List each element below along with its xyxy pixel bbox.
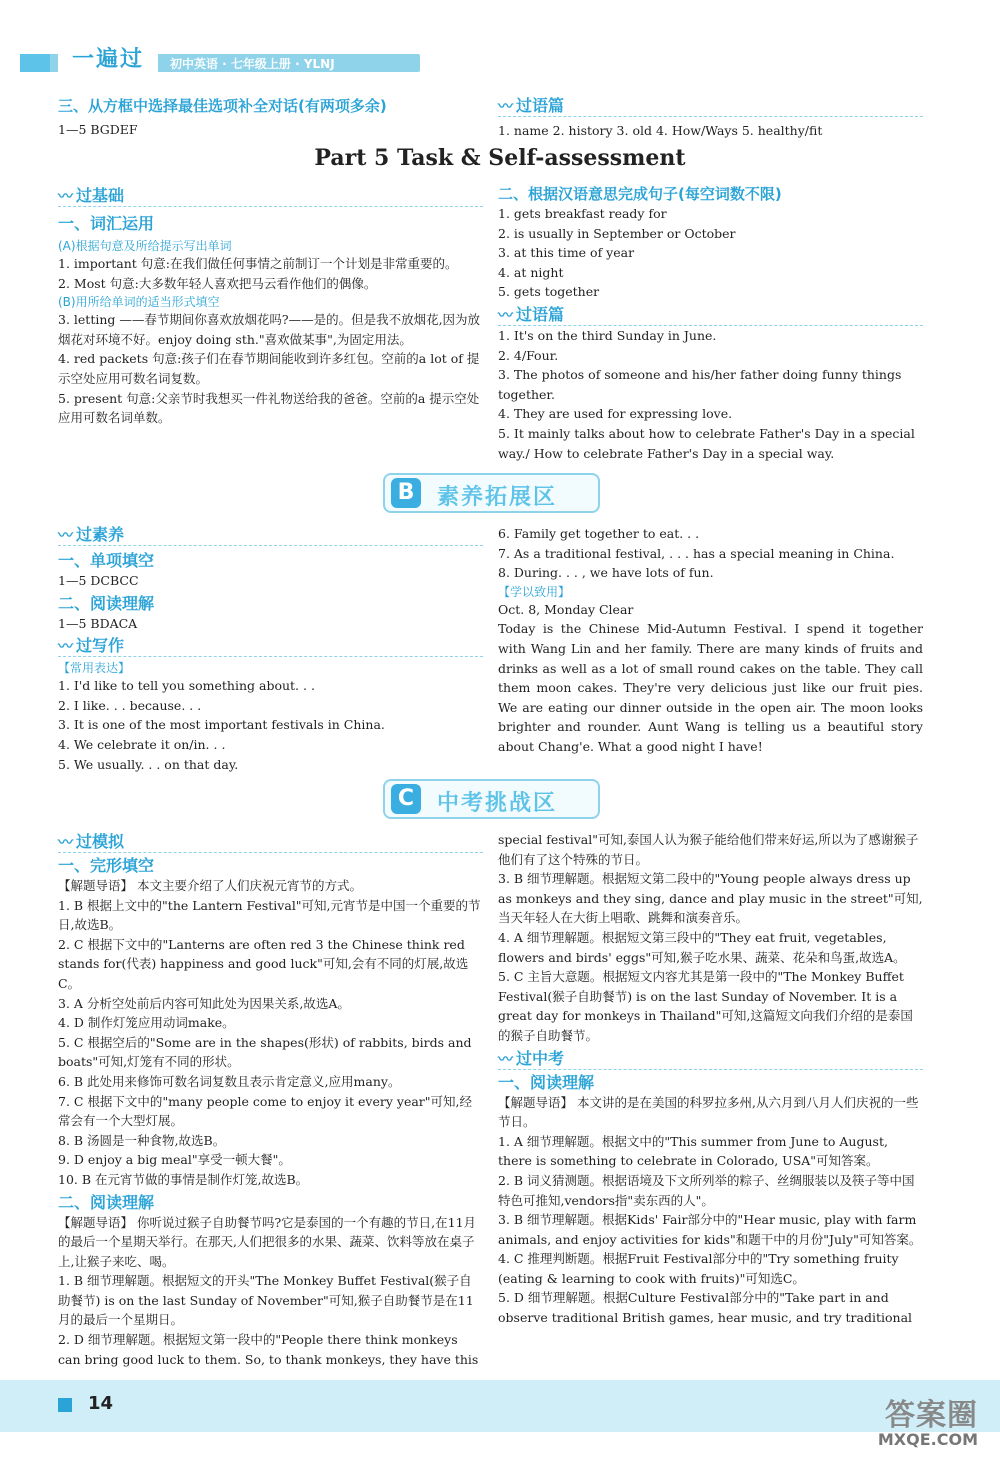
answer-item: 4. C 推理判断题。根据Fruit Festival部分中的"Try something fruity (eating & learning to cook with fruits)"可知选C。 — [498, 1251, 899, 1286]
answer-item: 9. D enjoy a big meal"享受一顿大餐"。 — [58, 1152, 291, 1168]
answer-item: 2. D 细节理解题。根据短文第一段中的"People there think monkeys can bring good luck to them. So, to thank monkeys, they have this — [58, 1332, 479, 1367]
answer-item: 4. We celebrate it on/in. . . — [58, 736, 226, 752]
page-number: 14 — [88, 1393, 114, 1414]
answer-item: 1. A 细节理解题。根据文中的"This summer from June to August, there is something to celebrate in Colorado, USA"可知答案。 — [498, 1133, 888, 1169]
answer-line: 1. name 2. history 3. old 4. How/Ways 5. healthy/fit — [498, 123, 823, 138]
tag-label: 【常用表达】 — [58, 661, 131, 676]
sub-heading: 一、阅读理解 — [498, 1072, 595, 1092]
section-heading: 过语篇 — [516, 304, 565, 324]
answer-item: 5. present 句意:父亲节时我想买一件礼物送给我的爸爸。空前的a 提示空处应用可数名词单数。 — [58, 390, 480, 426]
section-heading: 过中考 — [516, 1048, 565, 1068]
page-marker — [58, 1398, 72, 1412]
b-right-block — [498, 524, 923, 757]
zone-b-banner — [383, 473, 600, 513]
wave-icon: 〰 — [58, 187, 71, 205]
section-heading: 二、根据汉语意思完成句子(每空词数不限) — [498, 185, 782, 203]
answer-item: 1. B 根据上文中的"the Lantern Festival"可知,元宵节是中国一个重要的节日,故选B。 — [58, 897, 481, 933]
book-info: 初中英语 · 七年级上册 · YLNJ — [170, 57, 335, 71]
wave-icon: 〰 — [58, 833, 71, 851]
brand-logo: 一遍过 — [58, 46, 158, 74]
part-title: Part 5 Task & Self-assessment — [314, 145, 686, 171]
header-square — [20, 54, 50, 72]
answer-item: 2. is usually in September or October — [498, 225, 736, 241]
tag-label: (A)根据句意及所给提示写出单词 — [58, 239, 232, 253]
wave-icon: 〰 — [498, 305, 511, 324]
answer-item: 5. gets together — [498, 284, 600, 300]
sub-heading: 二、阅读理解 — [58, 593, 155, 613]
answer-item: 4. at night — [498, 264, 564, 280]
answer-item: 3. The photos of someone and his/her father doing funny things together. — [498, 367, 902, 402]
answer-line: 1—5 DCBCC — [58, 573, 139, 588]
answer-item: 7. As a traditional festival, . . . has a special meaning in China. — [498, 545, 895, 561]
answer-line: 1—5 BGDEF — [58, 122, 138, 137]
answer-item: 2. 4/Four. — [498, 347, 559, 363]
answer-item: 6. B 此处用来修饰可数名词复数且表示肯定意义,应用many。 — [58, 1073, 401, 1089]
answer-item: 1. It's on the third Sunday in June. — [498, 327, 717, 343]
zone-c-banner — [383, 779, 600, 819]
zone-title: 中考挑战区 — [437, 791, 558, 816]
zone-badge: C — [391, 784, 421, 814]
answer-item: 1. I'd like to tell you something about. . . — [58, 678, 315, 694]
answer-item: 4. D 制作灯笼应用动词make。 — [58, 1015, 235, 1031]
b-left-block — [58, 522, 483, 774]
sub-heading: 一、完形填空 — [58, 856, 155, 875]
tag-label: (B)用所给单词的适当形式填空 — [58, 295, 220, 310]
guide-text: 【解题导语】 你听说过猴子自助餐节吗?它是泰国的一个有趣的节日,在11月的最后一个星期天举行。在那天,人们把很多的水果、蔬菜、饮料等放在桌子上,让猴子来吃、喝。 — [58, 1214, 477, 1269]
section-heading: 过模拟 — [76, 832, 125, 851]
guide-text: 【解题导语】 本文讲的是在美国的科罗拉多州,从六月到八月人们庆祝的一些节日。 — [498, 1094, 919, 1130]
answer-item: 2. C 根据下文中的"Lanterns are often red 3 the Chinese think red stands for(代表) happiness and good luck"可知,会有不同的灯展,故选C。 — [58, 936, 469, 991]
answer-item: 4. They are used for expressing love. — [498, 406, 733, 422]
wave-icon: 〰 — [58, 637, 71, 656]
watermark-url: MXQE.COM — [877, 1430, 978, 1449]
answer-item: 3. A 分析空处前后内容可知此处为因果关系,故选A。 — [58, 995, 350, 1011]
answer-item: 5. D 细节理解题。根据Culture Festival部分中的"Take part in and observe traditional British games, hear music, and try traditional — [498, 1290, 913, 1326]
wave-icon: 〰 — [58, 526, 71, 544]
answer-item: 6. Family get together to eat. . . — [498, 526, 700, 541]
watermark-logo: 答案圈 — [885, 1398, 978, 1433]
footer-bar — [0, 1380, 1000, 1432]
essay-body: Today is the Chinese Mid-Autumn Festival. I spend it together with Wang Lin and her family. There are many kinds of fruits and drinks as well as a lot of small round cakes on the table. They call them moon cakes. They're very delicious just like our fruit pies. We are eating our dinner outside in the open air. The moon looks brighter and rounder. Aunt Wang is telling us a beautiful story about Chang'e. What a good night I have! — [498, 621, 923, 754]
answer-item: 4. A 细节理解题。根据短文第三段中的"They eat fruit, vegetables, flowers and birds' eggs"可知,猴子吃水果、蔬菜、花朵和鸟蛋,故选A。 — [498, 929, 906, 965]
sub-heading: 二、阅读理解 — [58, 1192, 155, 1212]
answer-item: 1. B 细节理解题。根据短文的开头"The Monkey Buffet Festival(猴子自助餐节) is on the last Sunday of November"可知,猴子自助餐节是在11月的最后一个星期日。 — [58, 1273, 474, 1328]
answer-item: 5. C 主旨大意题。根据短文内容尤其是第一段中的"The Monkey Buffet Festival(猴子自助餐节) is on the last Sunday of November. It is a great day for monkeys in Thailand"可知,这篇短文向我们介绍的是泰国的猴子自助餐节。 — [498, 969, 913, 1043]
wave-icon: 〰 — [498, 97, 511, 115]
a-right-block — [498, 183, 923, 463]
section-heading: 三、从方框中选择最佳选项补全对话(有两项多余) — [58, 97, 387, 115]
answer-item: 3. It is one of the most important festivals in China. — [58, 717, 385, 733]
sub-heading: 一、词汇运用 — [58, 214, 155, 233]
answer-item: 4. red packets 句意:孩子们在春节期间能收到许多红包。空前的a lot of 提示空处应用可数名词复数。 — [58, 351, 480, 386]
answer-item: 1. gets breakfast ready for — [498, 206, 667, 221]
zone-badge: B — [391, 478, 421, 508]
answer-item: 3. B 细节理解题。根据Kids' Fair部分中的"Hear music, play with farm animals, and enjoy activities for kids"和题干中的月份"July"可知答案。 — [498, 1212, 922, 1247]
answer-item: 2. B 词义猜测题。根据语境及下文所列举的粽子、丝绸服装以及筷子等中国特色可推知,vendors指"卖东西的人"。 — [498, 1172, 915, 1208]
sub-heading: 一、单项填空 — [58, 551, 155, 570]
c-right-block — [498, 830, 923, 1328]
top-right-block — [498, 93, 923, 141]
section-heading: 过语篇 — [516, 96, 565, 115]
answer-item: 10. B 在元宵节做的事情是制作灯笼,故选B。 — [58, 1171, 309, 1187]
answer-item: 2. I like. . . because. . . — [58, 697, 202, 713]
answer-item: 1. important 句意:在我们做任何事情之前制订一个计划是非常重要的。 — [58, 256, 458, 271]
section-heading: 过写作 — [76, 636, 125, 656]
answer-item: 3. at this time of year — [498, 245, 635, 261]
answer-line: 1—5 BDACA — [58, 615, 138, 631]
top-left-block — [58, 95, 478, 140]
answer-item: 5. We usually. . . on that day. — [58, 756, 239, 772]
answer-item: 2. Most 句意:大多数年轻人喜欢把马云看作他们的偶像。 — [58, 275, 377, 291]
wave-icon: 〰 — [498, 1049, 511, 1068]
tag-label: 【学以致用】 — [498, 584, 571, 599]
answer-item: 3. B 细节理解题。根据短文第二段中的"Young people always dress up as monkeys and they sing, dance and play music in the street"可知,当天年轻人在大街上唱歌、跳舞和演奏音乐。 — [498, 871, 923, 926]
answer-item: 5. C 根据空后的"Some are in the shapes(形状) of rabbits, birds and boats"可知,灯笼有不同的形状。 — [58, 1034, 472, 1070]
answer-continued: special festival"可知,泰国人认为猴子能给他们带来好运,所以为了感谢猴子他们有了这个特殊的节日。 — [498, 832, 919, 867]
a-left-block — [58, 183, 483, 428]
zone-title: 素养拓展区 — [437, 485, 558, 510]
section-heading: 过素养 — [76, 525, 125, 544]
answer-item: 8. During. . . , we have lots of fun. — [498, 565, 714, 581]
answer-item: 8. B 汤圆是一种食物,故选B。 — [58, 1132, 226, 1148]
guide-text: 【解题导语】 本文主要介绍了人们庆祝元宵节的方式。 — [58, 878, 362, 893]
section-heading: 过基础 — [76, 186, 125, 205]
answer-item: 7. C 根据下文中的"many people come to enjoy it every year"可知,经常会有一个大型灯展。 — [58, 1093, 473, 1129]
answer-item: 5. It mainly talks about how to celebrate Father's Day in a special way./ How to celebrate Father's Day in a special way. — [498, 425, 915, 461]
answer-item: 3. letting ——春节期间你喜欢放烟花吗?——是的。但是我不放烟花,因为放烟花对环境不好。enjoy doing sth."喜欢做某事",为固定用法。 — [58, 312, 481, 347]
c-left-block — [58, 829, 483, 1369]
essay-date: Oct. 8, Monday Clear — [498, 601, 634, 617]
